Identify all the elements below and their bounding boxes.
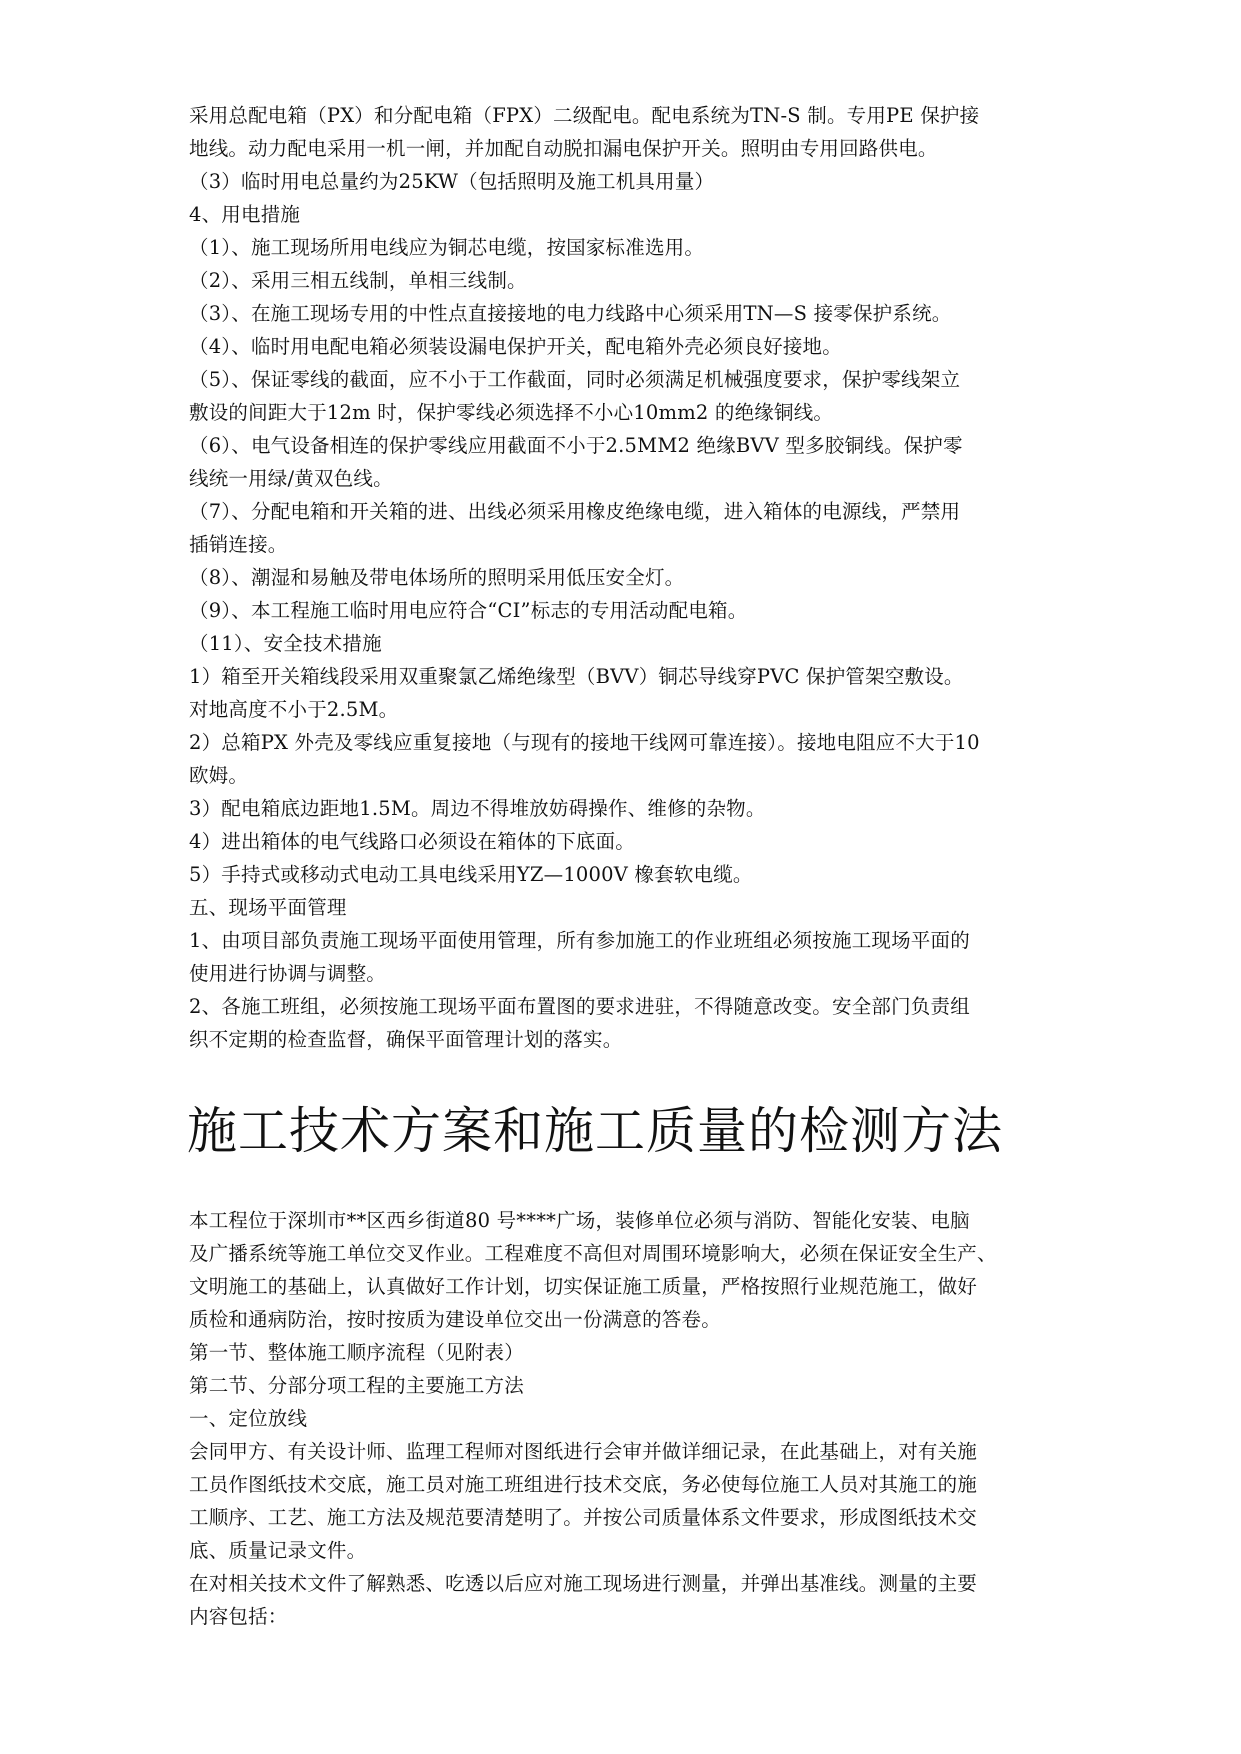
text-line: 敷设的间距大于12m 时，保护零线必须选择不小心10mm2 的绝缘铜线。 [189,401,834,424]
text-line: （3）、在施工现场专用的中性点直接接地的电力线路中心须采用TN—S 接零保护系统。 [189,302,952,325]
text-line: 1、由项目部负责施工现场平面使用管理，所有参加施工的作业班组必须按施工现场平面的 [189,929,970,952]
text-line: 及广播系统等施工单位交叉作业。工程难度不高但对周围环境影响大，必须在保证安全生产、 [189,1242,997,1265]
section-top-text [189,99,1069,1056]
document-page [189,99,1069,1633]
text-line: 本工程位于深圳市**区西乡街道80 号****广场，装修单位必须与消防、智能化安装、电脑 [189,1209,970,1232]
text-line: 欧姆。 [189,764,249,787]
text-line: 4、用电措施 [189,203,301,226]
text-line: （6）、电气设备相连的保护零线应用截面不小于2.5MM2 绝缘BVV 型多胶铜线。保护零 [189,434,963,457]
text-line: （2）、采用三相五线制，单相三线制。 [189,269,527,292]
text-line: 插销连接。 [189,533,288,556]
text-line: 采用总配电箱（PX）和分配电箱（FPX）二级配电。配电系统为TN-S 制。专用PE 保护接 [189,104,980,127]
text-line: 使用进行协调与调整。 [189,962,387,985]
text-line: （8）、潮湿和易触及带电体场所的照明采用低压安全灯。 [189,566,685,589]
section-bottom-text [189,1204,1069,1633]
text-line: 质检和通病防治，按时按质为建设单位交出一份满意的答卷。 [189,1308,721,1331]
text-line: （5）、保证零线的截面，应不小于工作截面，同时必须满足机械强度要求，保护零线架立 [189,368,961,391]
text-line: 第一节、整体施工顺序流程（见附表） [189,1341,524,1364]
text-line: 5）手持式或移动式电动工具电线采用YZ—1000V 橡套软电缆。 [189,863,753,886]
text-line: 五、现场平面管理 [189,896,347,919]
text-line: 织不定期的检查监督，确保平面管理计划的落实。 [189,1028,623,1051]
text-line: 1）箱至开关箱线段采用双重聚氯乙烯绝缘型（BVV）铜芯导线穿PVC 保护管架空敷设。 [189,665,964,688]
text-line: （9）、本工程施工临时用电应符合“CI”标志的专用活动配电箱。 [189,599,748,622]
text-line: 工员作图纸技术交底，施工员对施工班组进行技术交底，务必使每位施工人员对其施工的施 [189,1473,978,1496]
text-line: 地线。动力配电采用一机一闸，并加配自动脱扣漏电保护开关。照明由专用回路供电。 [189,137,938,160]
text-line: 文明施工的基础上，认真做好工作计划，切实保证施工质量，严格按照行业规范施工，做好 [189,1275,978,1298]
text-line: （7）、分配电箱和开关箱的进、出线必须采用橡皮绝缘电缆，进入箱体的电源线，严禁用 [189,500,961,523]
text-line: 内容包括： [189,1605,288,1628]
section-heading: 施工技术方案和施工质量的检测方法 [187,1102,1003,1160]
text-line: 会同甲方、有关设计师、监理工程师对图纸进行会审并做详细记录，在此基础上，对有关施 [189,1440,978,1463]
text-line: （3）临时用电总量约为25KW（包括照明及施工机具用量） [189,170,715,193]
text-line: 一、定位放线 [189,1407,308,1430]
text-line: 对地高度不小于2.5M。 [189,698,399,721]
text-line: 3）配电箱底边距地1.5M。周边不得堆放妨碍操作、维修的杂物。 [189,797,766,820]
text-line: 工顺序、工艺、施工方法及规范要清楚明了。并按公司质量体系文件要求，形成图纸技术交 [189,1506,978,1529]
text-line: 2、各施工班组，必须按施工现场平面布置图的要求进驻，不得随意改变。安全部门负责组 [189,995,970,1018]
text-line: （4）、临时用电配电箱必须装设漏电保护开关，配电箱外壳必须良好接地。 [189,335,842,358]
text-line: 在对相关技术文件了解熟悉、吃透以后应对施工现场进行测量，并弹出基准线。测量的主要 [189,1572,978,1595]
text-line: 第二节、分部分项工程的主要施工方法 [189,1374,524,1397]
text-line: 线统一用绿/黄双色线。 [189,467,393,490]
text-line: （11）、安全技术措施 [189,632,382,655]
text-line: 4）进出箱体的电气线路口必须设在箱体的下底面。 [189,830,636,853]
text-line: （1）、施工现场所用电线应为铜芯电缆，按国家标准选用。 [189,236,705,259]
text-line: 底、质量记录文件。 [189,1539,367,1562]
text-line: 2）总箱PX 外壳及零线应重复接地（与现有的接地干线网可靠连接）。接地电阻应不大于10 [189,731,980,754]
